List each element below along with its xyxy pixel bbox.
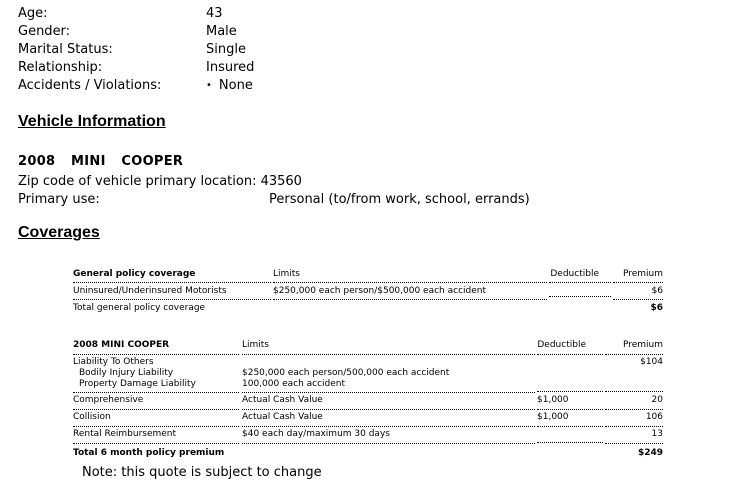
primary-use-row [18, 191, 578, 209]
header-coverage: General policy coverage [73, 269, 271, 283]
coverage-premium: 20 [605, 395, 663, 410]
coverage-deductible [549, 286, 611, 297]
info-value: Insured [206, 60, 255, 75]
info-label: Age: [18, 6, 48, 21]
zip-code-label: Zip code of vehicle primary location: [18, 174, 257, 189]
vehicle-coverage-table [73, 340, 663, 459]
info-value: Single [206, 42, 246, 57]
coverage-premium: 106 [605, 412, 663, 427]
coverage-premium: 13 [605, 429, 663, 444]
coverage-limits: Actual Cash Value [242, 395, 535, 410]
coverage-premium: $6 [613, 286, 663, 300]
table-row [73, 429, 663, 444]
table-row [73, 286, 663, 300]
general-coverage-table [73, 269, 663, 314]
coverage-name: Liability To Others [73, 357, 154, 367]
info-value [206, 77, 253, 96]
sub-coverage-name: Bodily Injury Liability [79, 368, 174, 378]
liability-limits [242, 357, 535, 393]
header-limits: Limits [273, 269, 547, 283]
primary-use-value: Personal (to/from work, school, errands) [269, 192, 530, 207]
coverage-deductible: $1,000 [537, 412, 603, 427]
coverage-name: Collision [73, 412, 239, 427]
coverage-deductible: $1,000 [537, 395, 603, 410]
header-premium: Premium [605, 340, 663, 355]
coverage-premium: $104 [605, 357, 663, 392]
vehicle-information-heading: Vehicle Information [18, 113, 166, 130]
empty-cell [537, 357, 603, 392]
sub-coverage-limits: $250,000 each person/500,000 each accident [242, 368, 450, 378]
quote-note: Note: this quote is subject to change [82, 465, 322, 480]
info-value: 43 [206, 6, 223, 21]
coverages-heading: Coverages [18, 224, 100, 241]
header-deductible: Deductible [537, 340, 603, 355]
coverage-name: Comprehensive [73, 395, 239, 410]
primary-use-label: Primary use: [18, 192, 100, 207]
sub-coverage-limits: 100,000 each accident [242, 379, 346, 389]
accidents-value: None [218, 78, 253, 93]
zip-code-value: 43560 [260, 174, 302, 189]
coverage-limits: Actual Cash Value [242, 412, 535, 427]
coverage-name: Uninsured/Underinsured Motorists [73, 286, 271, 300]
coverage-limits: $250,000 each person/$500,000 each accident [273, 286, 547, 300]
coverage-deductible [537, 429, 603, 443]
liability-group [73, 357, 239, 393]
total-label: Total general policy coverage [73, 303, 206, 313]
sub-coverage-name: Property Damage Liability [79, 379, 196, 389]
vehicle-name: 2008 MINI COOPER [18, 154, 184, 169]
table-header-row [73, 269, 663, 283]
zip-code-row [18, 173, 302, 191]
info-label: Accidents / Violations: [18, 78, 162, 93]
total-value: $249 [637, 448, 663, 458]
header-premium: Premium [613, 269, 663, 283]
bullet-icon: • [206, 80, 212, 91]
coverage-name: Rental Reimbursement [73, 429, 239, 444]
table-row [73, 395, 663, 410]
coverage-limits: $40 each day/maximum 30 days [242, 429, 535, 444]
empty-line [242, 357, 535, 368]
info-value: Male [206, 24, 237, 39]
info-label: Gender: [18, 24, 71, 39]
table-total-row [73, 448, 663, 459]
header-limits: Limits [242, 340, 535, 355]
info-label: Relationship: [18, 60, 103, 75]
total-value: $6 [650, 303, 663, 313]
header-coverage: 2008 MINI COOPER [73, 340, 239, 355]
total-label: Total 6 month policy premium [73, 448, 225, 458]
table-row [73, 412, 663, 427]
header-deductible: Deductible [549, 269, 611, 283]
table-total-row [73, 303, 663, 314]
info-label: Marital Status: [18, 42, 113, 57]
table-row-liability [73, 357, 663, 393]
table-header-row [73, 340, 663, 355]
